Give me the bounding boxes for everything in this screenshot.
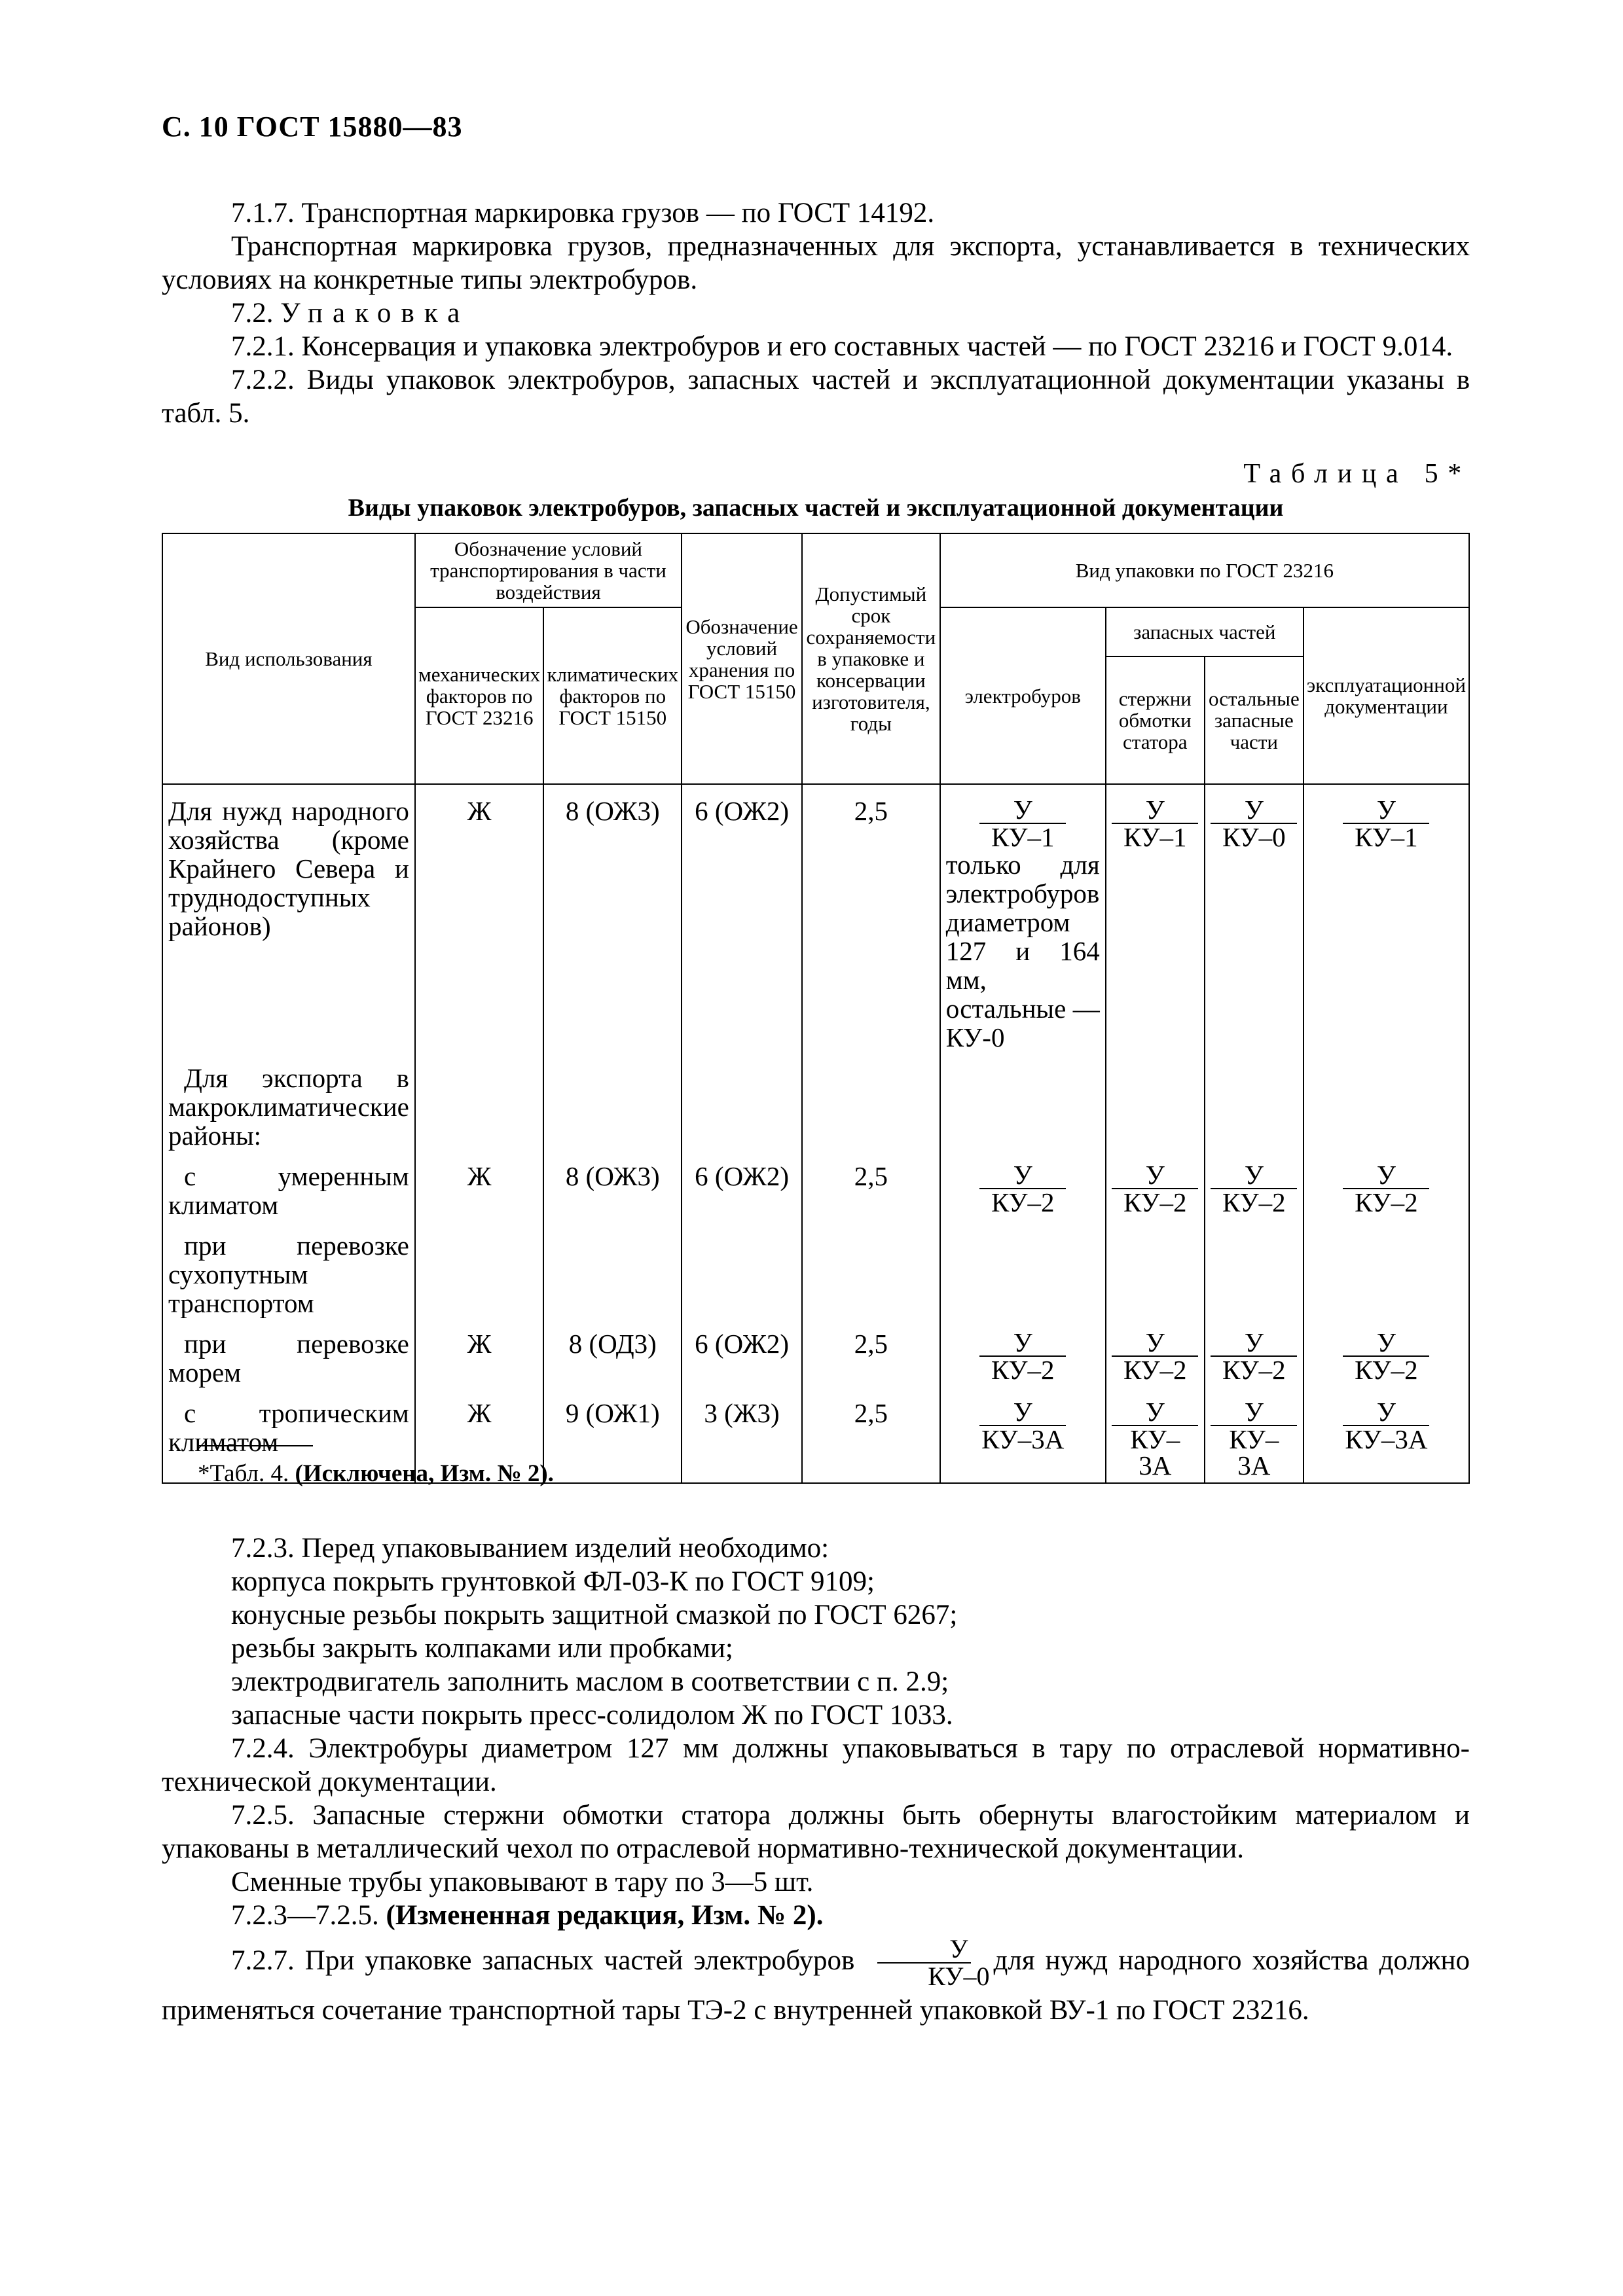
fraction: [1112, 1399, 1199, 1479]
fraction-numerator: У: [979, 1329, 1066, 1357]
fraction-numerator: У: [877, 1936, 970, 1964]
fraction: [979, 1329, 1066, 1383]
row-storage: 3 (Ж3): [682, 1399, 802, 1483]
fraction: [1211, 797, 1297, 850]
row-use: [162, 1162, 415, 1219]
row-drill-pack: [940, 1329, 1106, 1387]
table-title: Виды упаковок электробуров, запасных частей и эксплуатационной документации: [348, 494, 1284, 522]
row-use: [162, 1231, 415, 1318]
fraction-numerator: У: [1211, 1329, 1297, 1357]
heading-word: Упаковка: [280, 298, 470, 329]
row-other-pack: [1205, 1399, 1304, 1483]
table-row: [162, 1231, 1469, 1318]
fraction-numerator: У: [1211, 1162, 1297, 1189]
fraction-numerator: У: [1211, 1399, 1297, 1426]
fraction: [1343, 1162, 1429, 1215]
fraction-denominator: КУ–3А: [1345, 1424, 1428, 1454]
footnote-bold: (Исключена, Изм. № 2).: [295, 1460, 554, 1487]
paragraph-7-2-4: 7.2.4. Электробуры диаметром 127 мм должны упаковываться в тару по отраслевой нормативно-технической документации.: [162, 1733, 1470, 1797]
heading-number: 7.2.: [231, 298, 274, 329]
row-term: 2,5: [802, 1162, 940, 1219]
list-item: запасные части покрыть пресс-солидолом Ж по ГОСТ 1033.: [231, 1700, 953, 1731]
row-rods-pack: [1106, 1329, 1205, 1387]
page-header: С. 10 ГОСТ 15880—83: [162, 111, 463, 143]
row-mech: Ж: [415, 1329, 544, 1387]
paragraph-7-2-3: 7.2.3. Перед упаковыванием изделий необходимо:: [231, 1533, 830, 1564]
fraction-numerator: У: [1343, 797, 1429, 824]
row-docs-pack: [1304, 1162, 1469, 1219]
header-drills: электробуров: [940, 607, 1106, 784]
list-item: электродвигатель заполнить маслом в соответствии с п. 2.9;: [231, 1666, 949, 1697]
fraction-denominator: КУ–3А: [1130, 1424, 1180, 1480]
fraction-denominator: КУ–2: [1355, 1355, 1418, 1385]
fraction: [979, 1162, 1066, 1215]
row-clim: 8 (ОЖ3): [543, 1162, 682, 1219]
row-use-text: при перевозке сухопутным транспортом: [168, 1230, 409, 1318]
fraction-denominator: КУ–2: [991, 1187, 1055, 1217]
row-use-text: с умеренным климатом: [168, 1161, 409, 1220]
row-term: 2,5: [802, 1399, 940, 1483]
paragraph-7-2-7-start: 7.2.7. При упаковке запасных частей электробуров: [231, 1945, 855, 1976]
fraction-denominator: КУ–1: [1123, 822, 1187, 852]
fraction-denominator: КУ–2: [991, 1355, 1055, 1385]
fraction-denominator: КУ–2: [1123, 1355, 1187, 1385]
row-other-pack: [1205, 797, 1304, 1052]
fraction-denominator: КУ–2: [1123, 1187, 1187, 1217]
row-rods-pack: [1106, 1399, 1205, 1483]
paragraph-7-1-7-export: Транспортная маркировка грузов, предназначенных для экспорта, устанавливается в технических условиях на конкретные типы электробуров.: [162, 231, 1470, 295]
fraction: [1112, 1329, 1198, 1383]
fraction-numerator: У: [1112, 1162, 1198, 1189]
after-table-section: [162, 1532, 1470, 2032]
fraction-numerator: У: [1343, 1399, 1429, 1426]
paragraph-7-2-2: 7.2.2. Виды упаковок электробуров, запасных частей и эксплуатационной документации указаны в табл. 5.: [162, 365, 1470, 429]
fraction-denominator: КУ–0: [1222, 822, 1286, 852]
packaging-table: [162, 533, 1470, 1484]
row-storage: 6 (ОЖ2): [682, 1329, 802, 1387]
header-spares: запасных частей: [1106, 607, 1304, 656]
fraction-denominator: КУ–0: [928, 1962, 990, 1991]
fraction: [1112, 797, 1198, 850]
fraction: [858, 1936, 989, 1990]
table-row: [162, 1329, 1469, 1387]
table-row: [162, 797, 1469, 1052]
footnote-prefix: *Табл. 4.: [198, 1460, 295, 1487]
heading-7-2: [162, 296, 1470, 330]
fraction-denominator: КУ–3А: [981, 1424, 1065, 1454]
fraction-numerator: У: [1112, 797, 1198, 824]
fraction: [1343, 1329, 1429, 1383]
paragraph-7-2-3-5-edit: [162, 1899, 1470, 1932]
paragraph-7-2-1: 7.2.1. Консервация и упаковка электробуров и его составных частей — по ГОСТ 23216 и ГОСТ 9.014.: [231, 331, 1453, 362]
fraction: [1341, 1399, 1431, 1452]
list-item: резьбы закрыть колпаками или пробками;: [231, 1633, 733, 1664]
footnote-rule: [198, 1445, 313, 1446]
row-drill-pack: [940, 797, 1106, 1052]
header-storage: Обозначение условий хранения по ГОСТ 15150: [682, 533, 802, 784]
edit-note: (Измененная редакция, Изм. № 2).: [386, 1900, 824, 1931]
fraction-numerator: У: [1112, 1329, 1198, 1357]
row-mech: Ж: [415, 797, 544, 1052]
row-use-text: Для экспорта в макроклиматические районы:: [168, 1063, 409, 1151]
row-clim: 8 (ОЖ3): [543, 797, 682, 1052]
fraction-denominator: КУ–2: [1222, 1187, 1286, 1217]
row-docs-pack: [1304, 1329, 1469, 1387]
row-clim: 9 (ОЖ1): [543, 1399, 682, 1483]
row-storage: 6 (ОЖ2): [682, 797, 802, 1052]
fraction-numerator: У: [979, 1399, 1066, 1426]
fraction-numerator: У: [979, 797, 1066, 824]
row-mech: Ж: [415, 1399, 544, 1483]
row-use: [162, 1329, 415, 1387]
header-pack-group: Вид упаковки по ГОСТ 23216: [940, 533, 1469, 607]
fraction-numerator: У: [1343, 1329, 1429, 1357]
row-docs-pack: [1304, 1399, 1469, 1483]
header-other: остальные запасные части: [1205, 656, 1304, 784]
table-row: [162, 1162, 1469, 1219]
fraction-numerator: У: [1112, 1399, 1198, 1426]
table-caption: Таблица 5*: [1243, 459, 1471, 489]
paragraph-7-2-5: 7.2.5. Запасные стержни обмотки статора должны быть обернуты влагостойким материалом и упакованы в металлический чехол по отраслевой нормативно-технической документации.: [162, 1800, 1470, 1864]
header-docs: эксплуатационной документации: [1304, 607, 1469, 784]
drill-note: только для электробуров диаметром 127 и 164 мм, остальные — КУ-0: [945, 850, 1100, 1052]
list-item: корпуса покрыть грунтовкой ФЛ-03-К по ГОСТ 9109;: [231, 1566, 875, 1597]
header-rods: стержни обмотки статора: [1106, 656, 1205, 784]
paragraph-7-2-7: [162, 1936, 1470, 2032]
header-use: Вид использования: [162, 533, 415, 784]
paragraph-7-2-5-pipes: Сменные трубы упаковывают в тару по 3—5 шт.: [231, 1867, 814, 1897]
fraction-denominator: КУ–1: [991, 822, 1055, 852]
fraction: [1211, 1329, 1297, 1383]
intro-section: [162, 196, 1470, 430]
row-use-text: с тропическим климатом: [168, 1398, 409, 1457]
header-term: Допустимый срок сохраняемости в упаковке и консервации изготовителя, годы: [802, 533, 940, 784]
header-transport-group: Обозначение условий транспортирования в части воздействия: [415, 533, 682, 607]
fraction-numerator: У: [1211, 797, 1297, 824]
fraction: [1211, 1399, 1298, 1479]
row-storage: 6 (ОЖ2): [682, 1162, 802, 1219]
fraction-denominator: КУ–2: [1222, 1355, 1286, 1385]
table-row: [162, 1064, 1469, 1150]
row-use: Для нужд народного хозяйства (кроме Крайнего Севера и труднодоступных районов): [162, 797, 415, 1052]
row-drill-pack: [940, 1162, 1106, 1219]
row-term: 2,5: [802, 1329, 940, 1387]
fraction-numerator: У: [1343, 1162, 1429, 1189]
row-rods-pack: [1106, 797, 1205, 1052]
paragraph-7-1-7: 7.1.7. Транспортная маркировка грузов — по ГОСТ 14192.: [231, 198, 935, 228]
paragraph-7-2-7-end: для нужд народного хозяйства должно применяться сочетание транспортной тары ТЭ-2 с внутренней упаковкой ВУ-1 по ГОСТ 23216.: [162, 1945, 1470, 2026]
row-other-pack: [1205, 1162, 1304, 1219]
fraction-numerator: У: [979, 1162, 1066, 1189]
fraction: [979, 797, 1066, 850]
footnote: [198, 1460, 554, 1488]
header-clim: климатических факторов по ГОСТ 15150: [543, 607, 682, 784]
fraction-denominator: КУ–1: [1355, 822, 1418, 852]
row-use-text: при перевозке морем: [168, 1329, 409, 1388]
row-term: 2,5: [802, 797, 940, 1052]
row-mech: Ж: [415, 1162, 544, 1219]
edit-range: 7.2.3—7.2.5.: [231, 1900, 386, 1931]
fraction: [1211, 1162, 1297, 1215]
fraction-denominator: КУ–2: [1355, 1187, 1418, 1217]
row-drill-pack: [940, 1399, 1106, 1483]
fraction: [1343, 797, 1429, 850]
row-other-pack: [1205, 1329, 1304, 1387]
row-use: [162, 1064, 415, 1150]
fraction: [977, 1399, 1068, 1452]
row-clim: 8 (ОД3): [543, 1329, 682, 1387]
header-mech: механических факторов по ГОСТ 23216: [415, 607, 544, 784]
list-item: конусные резьбы покрыть защитной смазкой по ГОСТ 6267;: [231, 1600, 958, 1630]
row-rods-pack: [1106, 1162, 1205, 1219]
fraction: [1112, 1162, 1198, 1215]
row-docs-pack: [1304, 797, 1469, 1052]
fraction-denominator: КУ–3А: [1229, 1424, 1279, 1480]
